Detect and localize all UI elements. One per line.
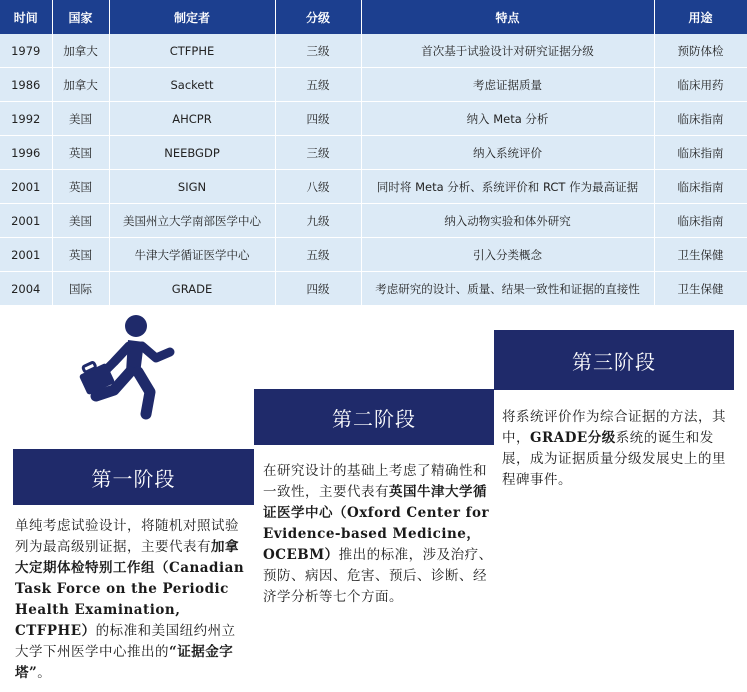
cell-feature: 考虑研究的设计、质量、结果一致性和证据的直接性 <box>361 272 654 306</box>
table-row <box>0 170 747 204</box>
evidence-grading-table <box>0 0 747 306</box>
stage2-text-b: 推出的标准，涉及治疗、预防、病因、危害、预后、诊断、经济学分析等七个方面。 <box>263 547 493 605</box>
cell-feature: 引入分类概念 <box>361 238 654 272</box>
stage3-text-a: 将系统评价作为综合证据的方法，其中， <box>502 409 726 446</box>
header-usage: 用途 <box>654 0 747 34</box>
stage1-text-b: 的标准和美国纽约州立大学下州医学中心推出的 <box>15 623 236 660</box>
table-row <box>0 238 747 272</box>
cell-level: 九级 <box>275 204 361 238</box>
stage3-text-b: 系统的诞生和发展，成为证据质量分级发展史上的里程碑事件。 <box>502 430 726 488</box>
table-header-row <box>0 0 747 34</box>
stage2-text-a: 在研究设计的基础上考虑了精确性和一致性，主要代表有 <box>263 463 487 500</box>
cell-level: 三级 <box>275 136 361 170</box>
header-time: 时间 <box>0 0 52 34</box>
stage1-text-a: 单纯考虑试验设计，将随机对照试验列为最高级别证据，主要代表有 <box>15 518 239 555</box>
cell-feature: 考虑证据质量 <box>361 68 654 102</box>
cell-time: 1986 <box>0 68 52 102</box>
stage1-bold-b: “证据金字塔” <box>15 644 234 681</box>
stage1-bold-a: 加拿大定期体检特别工作组（Canadian Task Force on the Periodic Health Examination, CTFPHE） <box>15 539 245 639</box>
cell-usage: 临床指南 <box>654 102 747 136</box>
cell-usage: 卫生保健 <box>654 238 747 272</box>
cell-time: 1992 <box>0 102 52 136</box>
cell-feature: 同时将 Meta 分析、系统评价和 RCT 作为最高证据 <box>361 170 654 204</box>
cell-time: 2004 <box>0 272 52 306</box>
header-maker: 制定者 <box>109 0 275 34</box>
cell-maker: SIGN <box>109 170 275 204</box>
cell-level: 八级 <box>275 170 361 204</box>
cell-time: 2001 <box>0 204 52 238</box>
table-row <box>0 136 747 170</box>
cell-country: 国际 <box>52 272 109 306</box>
cell-time: 1996 <box>0 136 52 170</box>
cell-maker: 美国州立大学南部医学中心 <box>109 204 275 238</box>
header-country: 国家 <box>52 0 109 34</box>
cell-country: 英国 <box>52 170 109 204</box>
cell-maker: 牛津大学循证医学中心 <box>109 238 275 272</box>
stage3-bold-a: GRADE分级 <box>530 430 616 446</box>
stage1-header <box>13 449 254 505</box>
stage1-text-c: 。 <box>37 665 52 681</box>
stage3-header <box>494 330 734 390</box>
stage2-header <box>254 389 494 445</box>
cell-feature: 纳入动物实验和体外研究 <box>361 204 654 238</box>
stage2-description <box>263 461 493 608</box>
cell-usage: 预防体检 <box>654 34 747 68</box>
cell-maker: Sackett <box>109 68 275 102</box>
cell-country: 美国 <box>52 102 109 136</box>
running-man-with-briefcase-icon <box>74 312 194 422</box>
cell-country: 加拿大 <box>52 68 109 102</box>
stage1-description <box>15 516 247 684</box>
cell-country: 英国 <box>52 136 109 170</box>
stage1-title: 第一阶段 <box>91 466 176 491</box>
cell-usage: 临床指南 <box>654 204 747 238</box>
cell-maker: AHCPR <box>109 102 275 136</box>
cell-usage: 临床指南 <box>654 136 747 170</box>
table-row <box>0 204 747 238</box>
cell-level: 四级 <box>275 272 361 306</box>
cell-maker: CTFPHE <box>109 34 275 68</box>
cell-level: 三级 <box>275 34 361 68</box>
cell-level: 四级 <box>275 102 361 136</box>
cell-usage: 临床指南 <box>654 170 747 204</box>
cell-feature: 首次基于试验设计对研究证据分级 <box>361 34 654 68</box>
stage2-bold-a: 英国牛津大学循证医学中心（Oxford Center for Evidence-based Medicine，OCEBM） <box>263 484 490 563</box>
stage3-title: 第三阶段 <box>572 349 656 374</box>
cell-time: 2001 <box>0 238 52 272</box>
cell-maker: GRADE <box>109 272 275 306</box>
cell-time: 1979 <box>0 34 52 68</box>
cell-feature: 纳入系统评价 <box>361 136 654 170</box>
header-feature: 特点 <box>361 0 654 34</box>
cell-maker: NEEBGDP <box>109 136 275 170</box>
header-level: 分级 <box>275 0 361 34</box>
cell-feature: 纳入 Meta 分析 <box>361 102 654 136</box>
table-row <box>0 102 747 136</box>
table-row <box>0 34 747 68</box>
table-row <box>0 68 747 102</box>
cell-country: 美国 <box>52 204 109 238</box>
cell-country: 加拿大 <box>52 34 109 68</box>
cell-usage: 临床用药 <box>654 68 747 102</box>
cell-level: 五级 <box>275 238 361 272</box>
stage3-description <box>502 407 730 491</box>
cell-level: 五级 <box>275 68 361 102</box>
table-row <box>0 272 747 306</box>
cell-usage: 卫生保健 <box>654 272 747 306</box>
stage2-title: 第二阶段 <box>332 406 416 431</box>
cell-time: 2001 <box>0 170 52 204</box>
cell-country: 英国 <box>52 238 109 272</box>
